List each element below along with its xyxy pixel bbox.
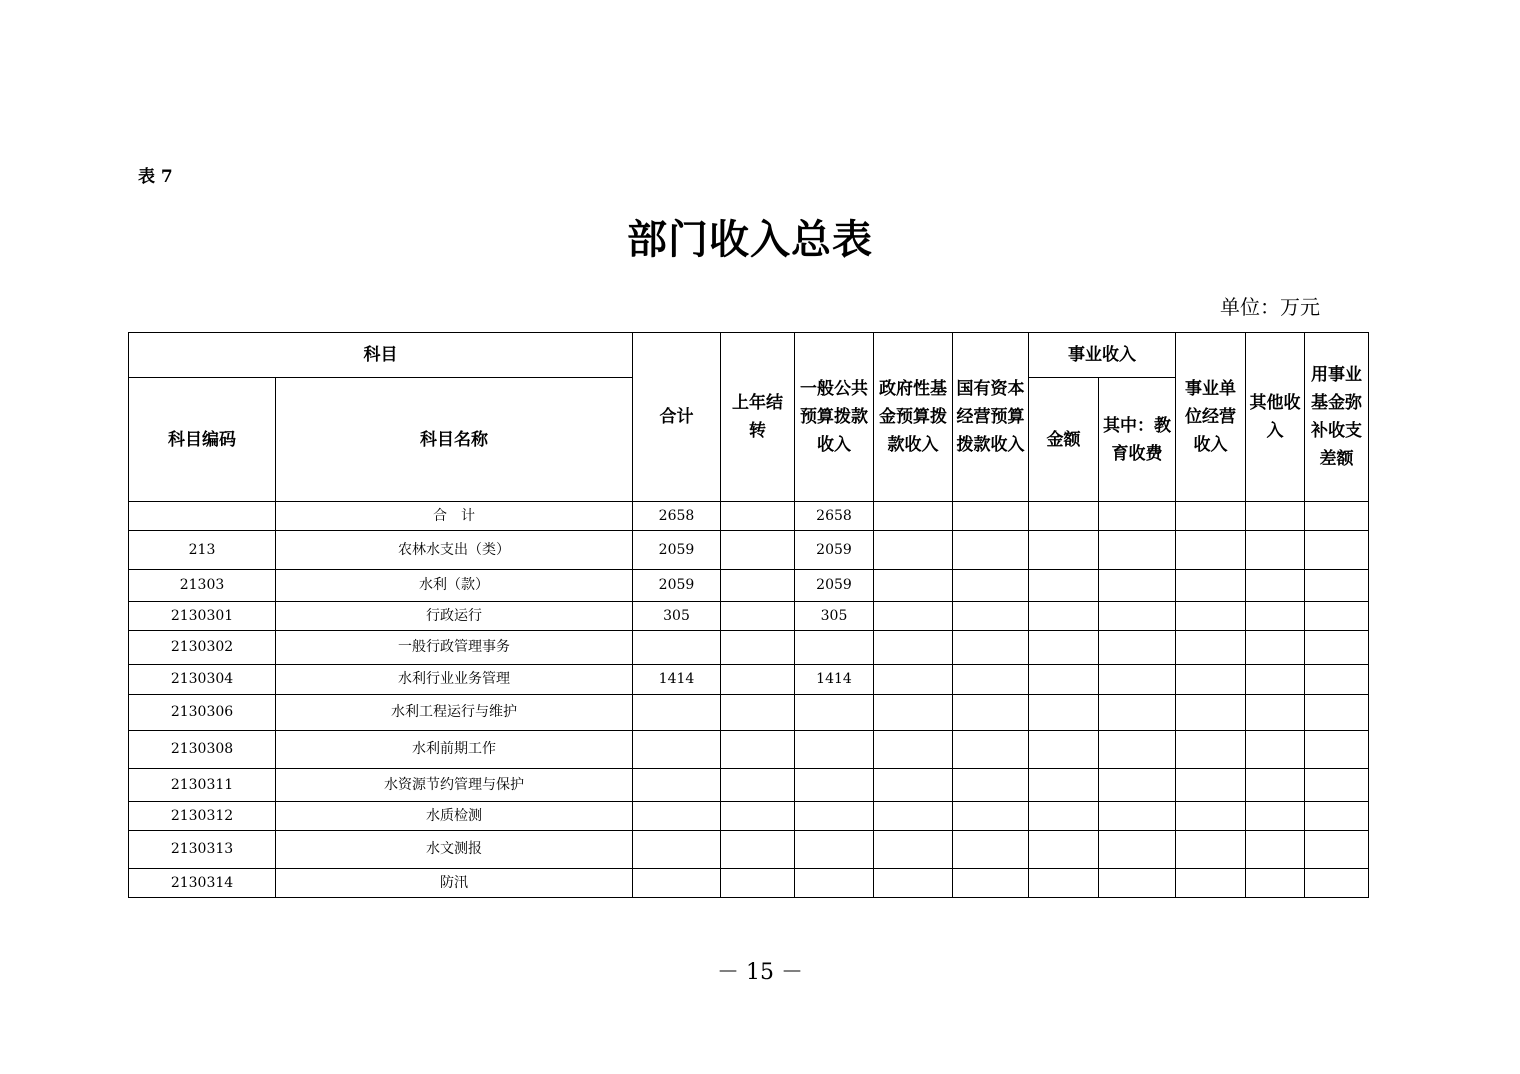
cell-carryover: [721, 631, 795, 665]
cell-carryover: [721, 665, 795, 695]
cell-subject-code: 213: [129, 531, 276, 570]
cell-fund-supplement: [1305, 769, 1369, 802]
cell-subject-code: 2130301: [129, 602, 276, 631]
cell-carryover: [721, 602, 795, 631]
table-row: [129, 769, 1369, 802]
cell-general-budget: 2059: [795, 531, 874, 570]
cell-general-budget: [795, 631, 874, 665]
cell-state-capital: [953, 731, 1029, 769]
cell-total: 2059: [633, 570, 721, 602]
cell-carryover: [721, 531, 795, 570]
cell-other-income: [1246, 531, 1305, 570]
cell-business-edu-fee: [1099, 531, 1176, 570]
header-state-capital: 国有资本经营预算拨款收入: [953, 333, 1029, 502]
cell-business-edu-fee: [1099, 869, 1176, 898]
cell-fund-supplement: [1305, 570, 1369, 602]
cell-business-edu-fee: [1099, 570, 1176, 602]
cell-subject-code: 2130313: [129, 831, 276, 869]
table-row: [129, 802, 1369, 831]
cell-total: [633, 831, 721, 869]
unit-label: 单位：万元: [1220, 295, 1320, 319]
cell-unit-operation: [1176, 531, 1246, 570]
income-summary-table: [128, 332, 1369, 898]
cell-fund-supplement: [1305, 731, 1369, 769]
cell-subject-name: 农林水支出（类）: [276, 531, 633, 570]
table-row: [129, 831, 1369, 869]
cell-gov-fund: [874, 502, 953, 531]
cell-other-income: [1246, 570, 1305, 602]
cell-unit-operation: [1176, 695, 1246, 731]
cell-general-budget: [795, 802, 874, 831]
cell-state-capital: [953, 695, 1029, 731]
header-gov-fund: 政府性基金预算拨款收入: [874, 333, 953, 502]
cell-business-edu-fee: [1099, 769, 1176, 802]
cell-business-edu-fee: [1099, 602, 1176, 631]
table-row: [129, 570, 1369, 602]
cell-total: 2059: [633, 531, 721, 570]
cell-gov-fund: [874, 665, 953, 695]
cell-fund-supplement: [1305, 665, 1369, 695]
cell-state-capital: [953, 631, 1029, 665]
cell-fund-supplement: [1305, 831, 1369, 869]
header-general-budget: 一般公共预算拨款收入: [795, 333, 874, 502]
cell-fund-supplement: [1305, 802, 1369, 831]
header-unit-operation: 事业单位经营收入: [1176, 333, 1246, 502]
cell-gov-fund: [874, 802, 953, 831]
cell-business-edu-fee: [1099, 831, 1176, 869]
cell-general-budget: 2059: [795, 570, 874, 602]
cell-carryover: [721, 502, 795, 531]
cell-state-capital: [953, 531, 1029, 570]
cell-business-amount: [1029, 695, 1099, 731]
cell-other-income: [1246, 631, 1305, 665]
cell-gov-fund: [874, 602, 953, 631]
cell-other-income: [1246, 602, 1305, 631]
cell-subject-name: 防汛: [276, 869, 633, 898]
cell-other-income: [1246, 502, 1305, 531]
cell-unit-operation: [1176, 802, 1246, 831]
cell-subject-code: 2130314: [129, 869, 276, 898]
cell-unit-operation: [1176, 731, 1246, 769]
cell-gov-fund: [874, 731, 953, 769]
cell-subject-name: 水资源节约管理与保护: [276, 769, 633, 802]
table-row: [129, 631, 1369, 665]
cell-gov-fund: [874, 631, 953, 665]
cell-total: 305: [633, 602, 721, 631]
header-carryover: 上年结转: [721, 333, 795, 502]
table-row: [129, 695, 1369, 731]
header-other-income: 其他收入: [1246, 333, 1305, 502]
cell-fund-supplement: [1305, 869, 1369, 898]
cell-fund-supplement: [1305, 502, 1369, 531]
cell-business-amount: [1029, 831, 1099, 869]
cell-carryover: [721, 869, 795, 898]
cell-business-edu-fee: [1099, 731, 1176, 769]
cell-subject-code: 2130306: [129, 695, 276, 731]
cell-state-capital: [953, 665, 1029, 695]
cell-subject-name: 水利前期工作: [276, 731, 633, 769]
cell-business-edu-fee: [1099, 802, 1176, 831]
header-business-income: 事业收入: [1029, 333, 1176, 378]
cell-general-budget: [795, 731, 874, 769]
cell-other-income: [1246, 769, 1305, 802]
cell-business-amount: [1029, 531, 1099, 570]
header-subject-code: 科目编码: [129, 378, 276, 502]
cell-business-edu-fee: [1099, 695, 1176, 731]
cell-unit-operation: [1176, 602, 1246, 631]
cell-carryover: [721, 802, 795, 831]
cell-subject-code: 2130304: [129, 665, 276, 695]
cell-subject-name: 水文测报: [276, 831, 633, 869]
cell-other-income: [1246, 731, 1305, 769]
cell-business-amount: [1029, 731, 1099, 769]
cell-subject-code: 21303: [129, 570, 276, 602]
cell-general-budget: 305: [795, 602, 874, 631]
cell-total: [633, 695, 721, 731]
cell-state-capital: [953, 769, 1029, 802]
cell-state-capital: [953, 570, 1029, 602]
cell-other-income: [1246, 665, 1305, 695]
cell-fund-supplement: [1305, 631, 1369, 665]
cell-general-budget: [795, 869, 874, 898]
cell-fund-supplement: [1305, 531, 1369, 570]
cell-general-budget: [795, 769, 874, 802]
cell-subject-name: 行政运行: [276, 602, 633, 631]
cell-state-capital: [953, 869, 1029, 898]
cell-business-amount: [1029, 665, 1099, 695]
cell-other-income: [1246, 802, 1305, 831]
cell-subject-code: 2130308: [129, 731, 276, 769]
cell-subject-name: 水利（款）: [276, 570, 633, 602]
cell-gov-fund: [874, 869, 953, 898]
cell-carryover: [721, 570, 795, 602]
cell-subject-code: 2130312: [129, 802, 276, 831]
cell-state-capital: [953, 502, 1029, 531]
cell-other-income: [1246, 695, 1305, 731]
cell-subject-name: 一般行政管理事务: [276, 631, 633, 665]
cell-subject-code: [129, 502, 276, 531]
cell-total: [633, 731, 721, 769]
table-row: [129, 869, 1369, 898]
cell-unit-operation: [1176, 570, 1246, 602]
cell-business-amount: [1029, 602, 1099, 631]
cell-unit-operation: [1176, 769, 1246, 802]
cell-fund-supplement: [1305, 695, 1369, 731]
cell-total: 2658: [633, 502, 721, 531]
table-row: [129, 665, 1369, 695]
header-fund-supplement: 用事业基金弥补收支差额: [1305, 333, 1369, 502]
cell-general-budget: 1414: [795, 665, 874, 695]
cell-general-budget: [795, 831, 874, 869]
cell-unit-operation: [1176, 631, 1246, 665]
cell-unit-operation: [1176, 502, 1246, 531]
cell-total: [633, 802, 721, 831]
header-subject: 科目: [129, 333, 633, 378]
table-row: [129, 731, 1369, 769]
header-subject-name: 科目名称: [276, 378, 633, 502]
cell-general-budget: 2658: [795, 502, 874, 531]
cell-business-amount: [1029, 802, 1099, 831]
header-total: 合计: [633, 333, 721, 502]
table-row: [129, 602, 1369, 631]
cell-subject-code: 2130311: [129, 769, 276, 802]
cell-total: 1414: [633, 665, 721, 695]
cell-business-amount: [1029, 570, 1099, 602]
cell-business-edu-fee: [1099, 665, 1176, 695]
cell-other-income: [1246, 831, 1305, 869]
cell-general-budget: [795, 695, 874, 731]
cell-gov-fund: [874, 531, 953, 570]
cell-business-edu-fee: [1099, 631, 1176, 665]
cell-gov-fund: [874, 831, 953, 869]
cell-total: [633, 631, 721, 665]
cell-subject-name: 水利行业业务管理: [276, 665, 633, 695]
cell-state-capital: [953, 802, 1029, 831]
cell-business-amount: [1029, 769, 1099, 802]
cell-subject-name: 合 计: [276, 502, 633, 531]
cell-business-amount: [1029, 502, 1099, 531]
cell-business-amount: [1029, 631, 1099, 665]
table-row: [129, 502, 1369, 531]
cell-gov-fund: [874, 695, 953, 731]
cell-state-capital: [953, 831, 1029, 869]
cell-state-capital: [953, 602, 1029, 631]
cell-fund-supplement: [1305, 602, 1369, 631]
cell-unit-operation: [1176, 831, 1246, 869]
header-business-edu-fee: 其中：教育收费: [1099, 378, 1176, 502]
cell-unit-operation: [1176, 869, 1246, 898]
cell-carryover: [721, 695, 795, 731]
header-business-amount: 金额: [1029, 378, 1099, 502]
cell-subject-code: 2130302: [129, 631, 276, 665]
cell-total: [633, 769, 721, 802]
cell-carryover: [721, 831, 795, 869]
cell-other-income: [1246, 869, 1305, 898]
cell-subject-name: 水质检测: [276, 802, 633, 831]
cell-gov-fund: [874, 769, 953, 802]
cell-unit-operation: [1176, 665, 1246, 695]
cell-subject-name: 水利工程运行与维护: [276, 695, 633, 731]
cell-carryover: [721, 769, 795, 802]
cell-gov-fund: [874, 570, 953, 602]
table-row: [129, 531, 1369, 570]
page-title: 部门收入总表: [627, 217, 873, 263]
cell-business-amount: [1029, 869, 1099, 898]
table-label: 表 7: [138, 167, 173, 187]
cell-carryover: [721, 731, 795, 769]
cell-business-edu-fee: [1099, 502, 1176, 531]
cell-total: [633, 869, 721, 898]
page-number: － 15 －: [717, 960, 803, 985]
